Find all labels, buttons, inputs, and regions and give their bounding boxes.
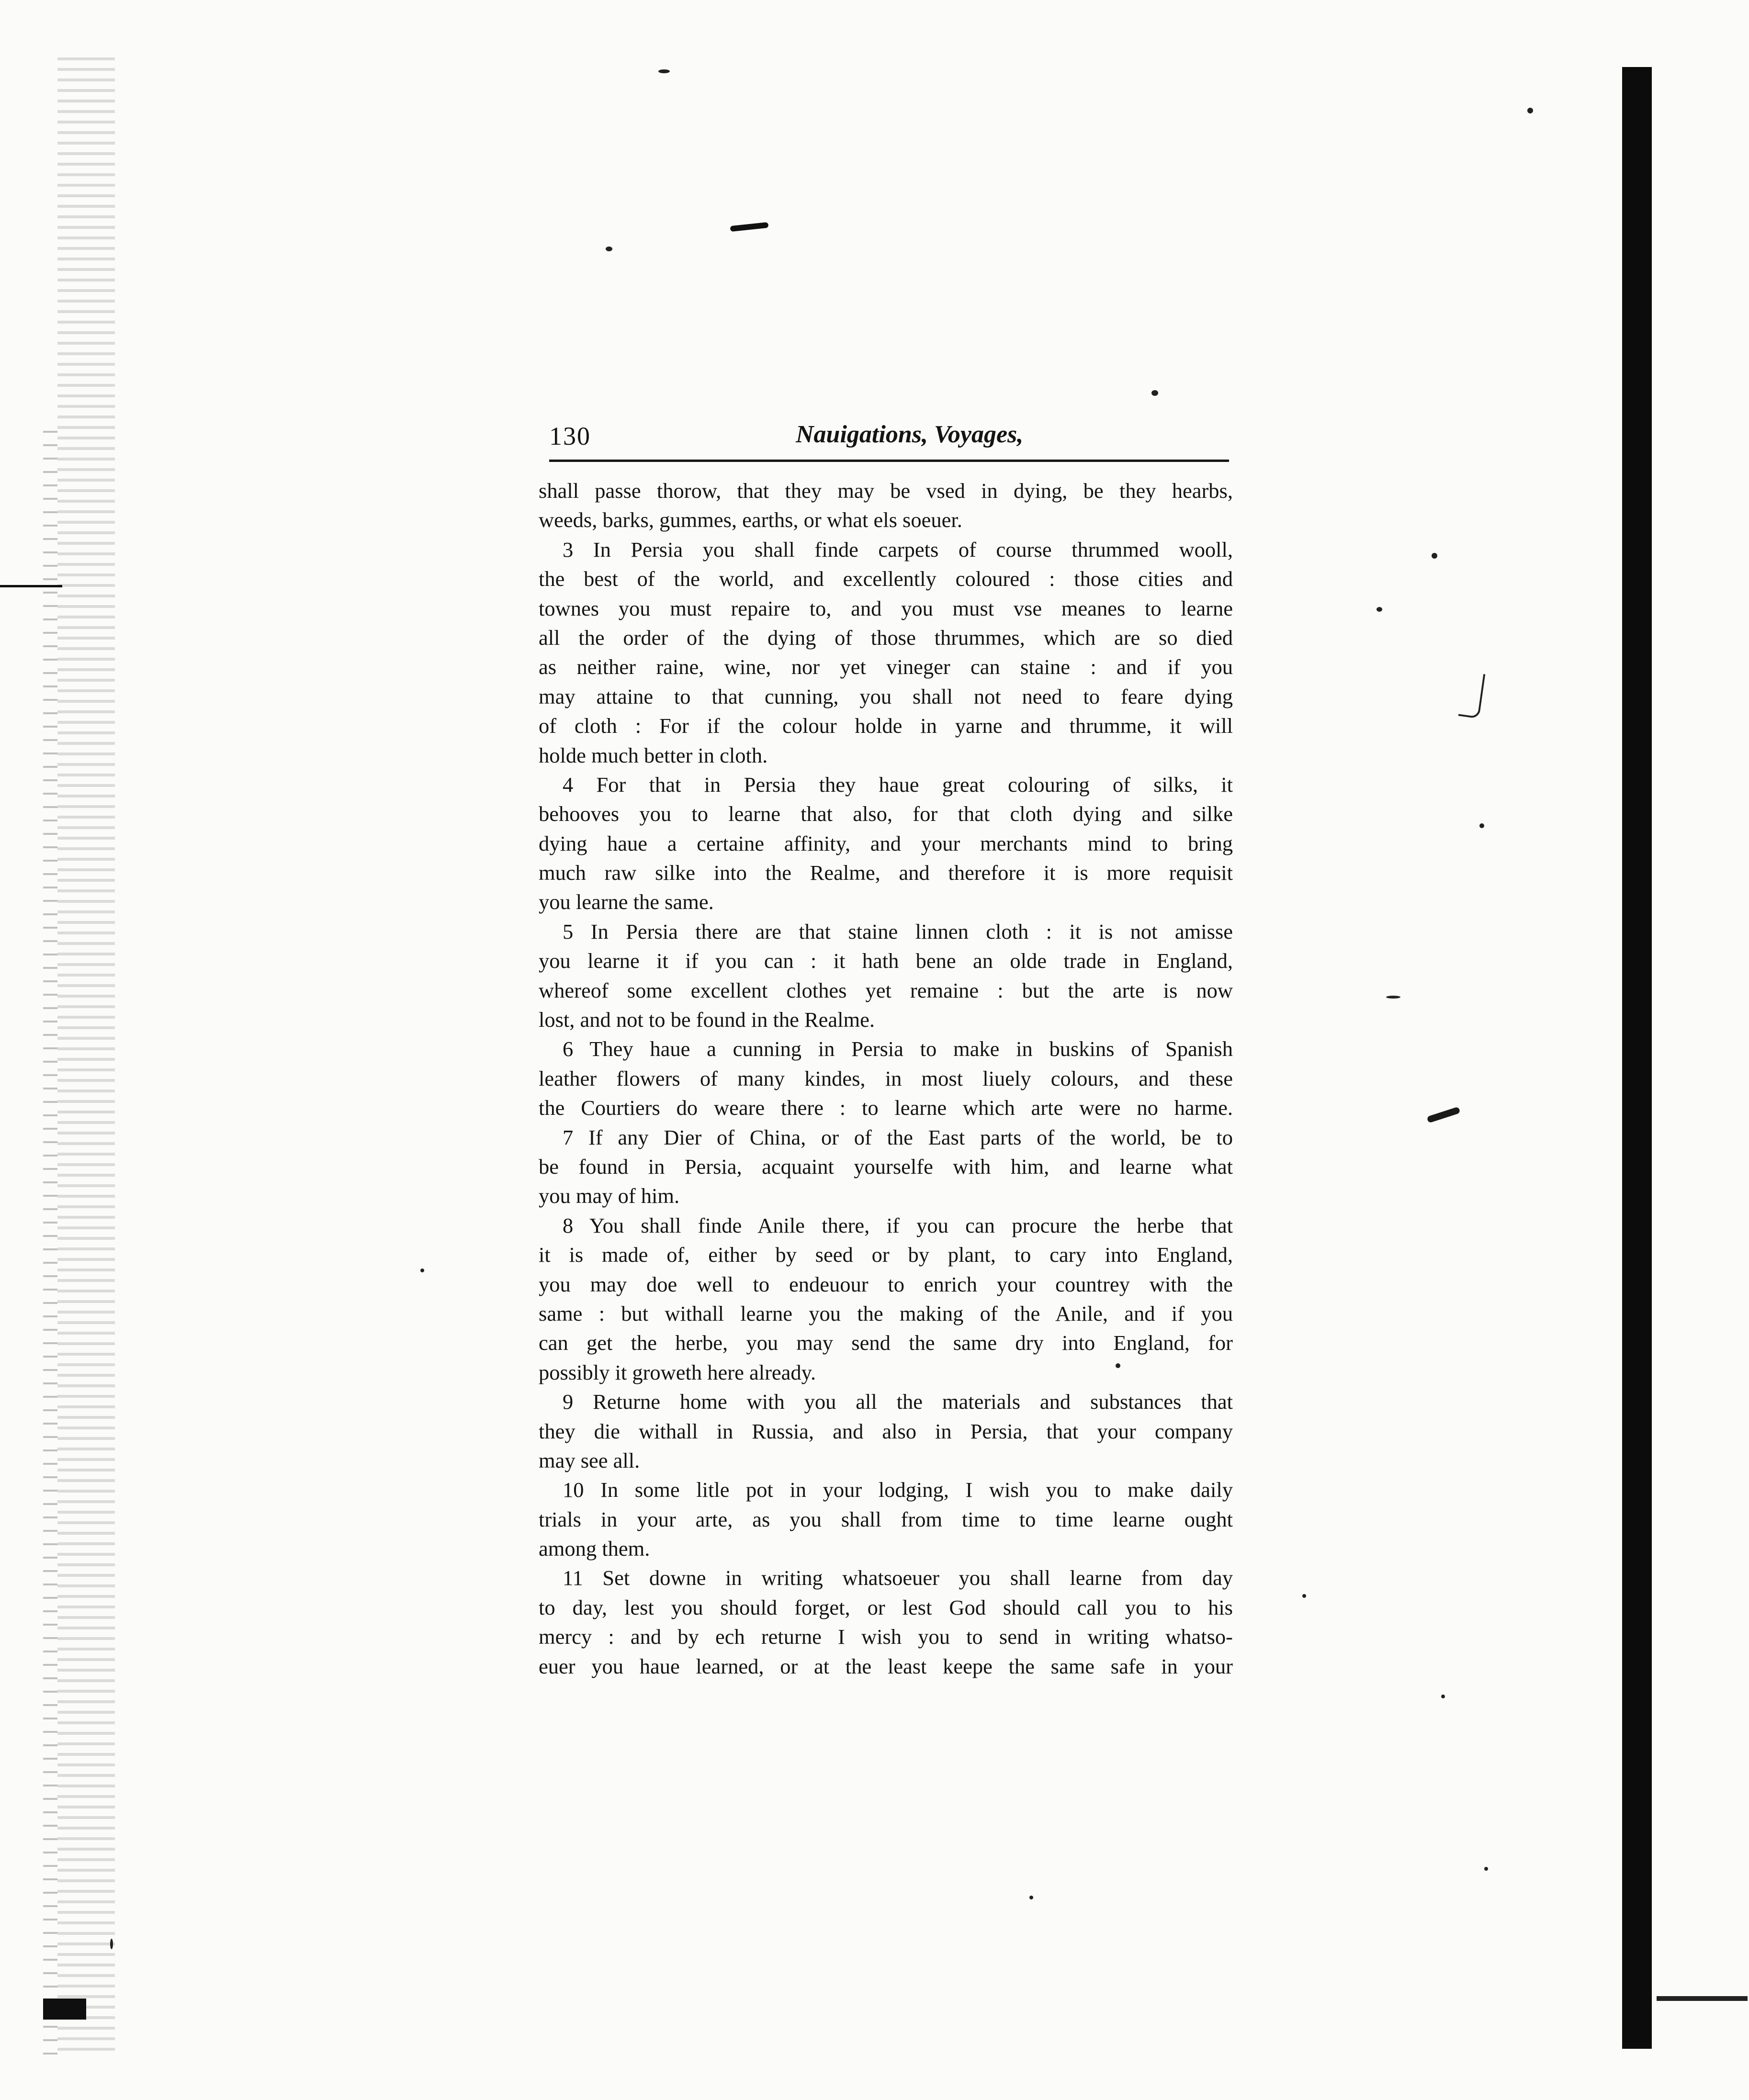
text-line: 5 In Persia there are that staine linnen cloth : it is not amisse xyxy=(563,919,1233,943)
text-line: 8 You shall finde Anile there, if you can procure the herbe that xyxy=(563,1213,1233,1237)
header-rule xyxy=(549,460,1229,462)
speck xyxy=(1386,996,1400,999)
text-line: 3 In Persia you shall finde carpets of course thrummed wooll, xyxy=(563,537,1233,561)
text-line: same : but withall learne you the making of the Anile, and if you xyxy=(539,1301,1233,1325)
right-gutter-band xyxy=(1622,67,1652,2049)
speck xyxy=(1527,108,1533,113)
text-line: they die withall in Russia, and also in Persia, that your company xyxy=(539,1419,1233,1443)
text-line: can get the herbe, you may send the same dry into England, for xyxy=(539,1331,1233,1355)
speck xyxy=(420,1269,424,1272)
text-line: may attaine to that cunning, you shall not need to feare dying xyxy=(539,684,1233,708)
bottom-right-mark xyxy=(1657,1996,1748,2001)
speck xyxy=(1029,1896,1033,1899)
text-line: 9 Returne home with you all the materials and substances that xyxy=(563,1390,1233,1414)
text-line: behooves you to learne that also, for that cloth dying and silke xyxy=(539,802,1233,826)
text-line: 6 They haue a cunning in Persia to make in buskins of Spanish xyxy=(563,1037,1233,1061)
text-line: weeds, barks, gummes, earths, or what els soeuer. xyxy=(539,508,962,532)
text-line: the Courtiers do weare there : to learne which arte were no harme. xyxy=(539,1096,1233,1120)
text-line: holde much better in cloth. xyxy=(539,743,768,767)
ink-stroke xyxy=(730,222,769,232)
text-line: 4 For that in Persia they haue great colouring of silks, it xyxy=(563,772,1233,797)
text-line: you learne it if you can : it hath bene an olde trade in England, xyxy=(539,949,1233,973)
text-line: shall passe thorow, that they may be vsed in dying, be they hearbs, xyxy=(539,479,1233,503)
speck xyxy=(1432,553,1437,559)
text-line: all the order of the dying of those thrummes, which are so died xyxy=(539,625,1233,650)
left-margin-tick xyxy=(0,585,62,587)
left-binding-shadow xyxy=(57,57,115,2058)
text-line: leather flowers of many kindes, in most liuely colours, and these xyxy=(539,1066,1233,1090)
speck xyxy=(658,69,670,73)
body-text xyxy=(539,476,1233,1681)
text-line: be found in Persia, acquaint yourselfe with him, and learne what xyxy=(539,1154,1233,1179)
text-line: you may doe well to endeuour to enrich your countrey with the xyxy=(539,1272,1233,1296)
page-number: 130 xyxy=(549,422,591,450)
text-line: euer you haue learned, or at the least keepe the same safe in your xyxy=(539,1654,1233,1678)
speck xyxy=(1151,390,1158,396)
text-line: dying haue a certaine affinity, and your merchants mind to bring xyxy=(539,831,1233,855)
speck xyxy=(110,1939,113,1949)
text-line: 11 Set downe in writing whatsoeuer you shall learne from day xyxy=(563,1566,1233,1590)
speck xyxy=(606,247,612,251)
text-line: lost, and not to be found in the Realme. xyxy=(539,1008,875,1032)
speck xyxy=(1484,1867,1488,1871)
text-line: you may of him. xyxy=(539,1184,680,1208)
text-line: the best of the world, and excellently coloured : those cities and xyxy=(539,567,1233,591)
text-line: you learne the same. xyxy=(539,890,714,914)
speck xyxy=(1479,823,1484,828)
running-head: Nauigations, Voyages, xyxy=(796,421,1024,448)
text-line: it is made of, either by seed or by plant, to cary into England, xyxy=(539,1243,1233,1267)
text-line: mercy : and by ech returne I wish you to send in writing whatso- xyxy=(539,1625,1233,1649)
bottom-left-mark xyxy=(43,1999,86,2020)
speck xyxy=(1302,1594,1306,1598)
text-line: trials in your arte, as you shall from time to time learne ought xyxy=(539,1507,1233,1531)
speck xyxy=(1441,1695,1445,1698)
text-line: may see all. xyxy=(539,1448,640,1472)
text-line: to day, lest you should forget, or lest God should call you to his xyxy=(539,1595,1233,1619)
margin-ink-mark xyxy=(1427,1107,1461,1123)
text-line: 10 In some litle pot in your lodging, I wish you to make daily xyxy=(563,1478,1233,1502)
speck xyxy=(1377,607,1382,612)
text-line: among them. xyxy=(539,1537,650,1561)
text-line: townes you must repaire to, and you must vse meanes to learne xyxy=(539,596,1233,620)
text-line: of cloth : For if the colour holde in yarne and thrumme, it will xyxy=(539,714,1233,738)
margin-pencil-mark xyxy=(1458,671,1486,719)
text-line: possibly it groweth here already. xyxy=(539,1360,816,1384)
page-header xyxy=(549,421,1229,460)
text-line: as neither raine, wine, nor yet vineger can staine : and if you xyxy=(539,655,1233,679)
text-line: much raw silke into the Realme, and therefore it is more requisit xyxy=(539,861,1233,885)
left-binding-noise xyxy=(43,431,57,2058)
text-line: whereof some excellent clothes yet remaine : but the arte is now xyxy=(539,978,1233,1002)
text-line: 7 If any Dier of China, or of the East parts of the world, be to xyxy=(563,1125,1233,1149)
